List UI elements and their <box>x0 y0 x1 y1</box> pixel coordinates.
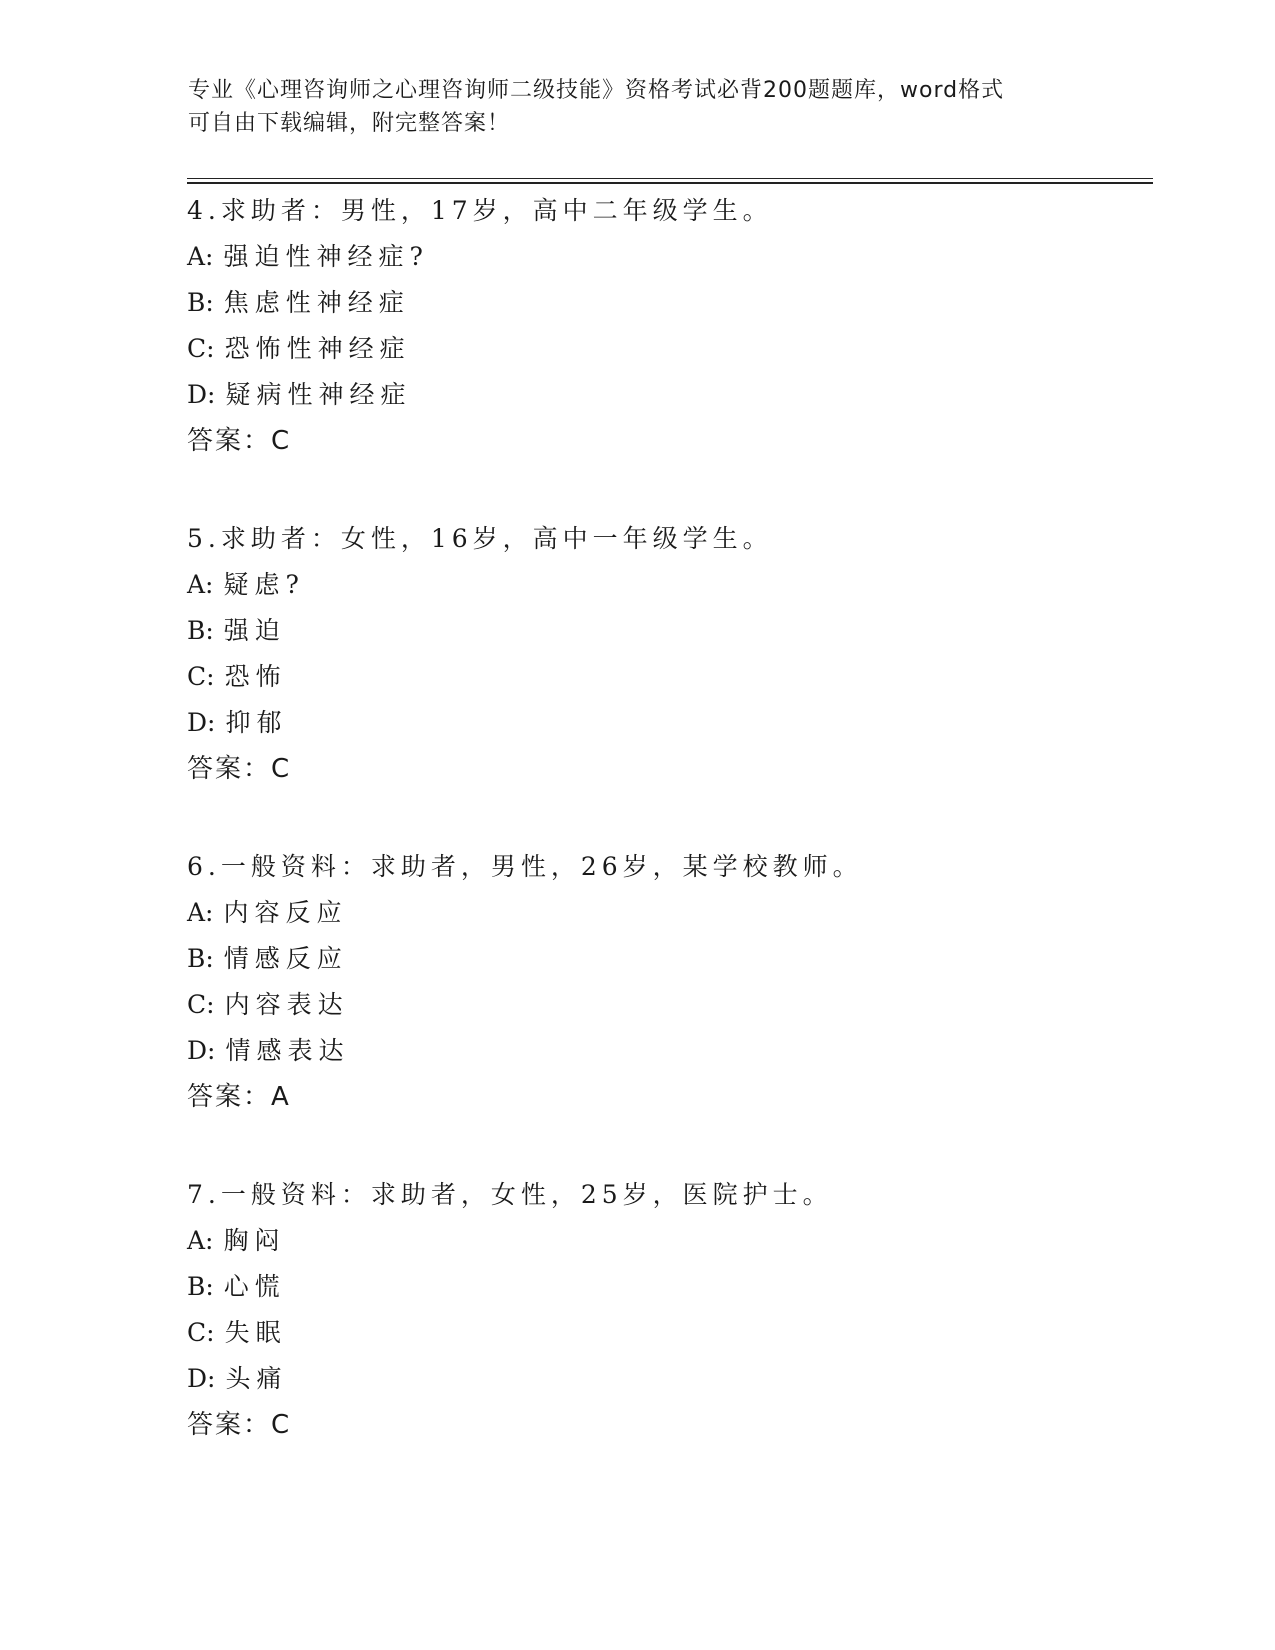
option-text: 胸闷 <box>223 1226 286 1255</box>
option-c <box>187 982 1147 1028</box>
header-line-2: 可自由下载编辑，附完整答案！ <box>188 111 511 136</box>
answer-line: 答案：C <box>187 754 292 784</box>
option-text: 心慌 <box>223 1272 286 1301</box>
option-letter: B: <box>187 616 214 645</box>
option-d <box>187 700 1147 746</box>
option-text: 头痛 <box>225 1364 288 1393</box>
option-text: 疑虑? <box>223 570 305 599</box>
option-text: 恐怖 <box>224 662 287 691</box>
question-list <box>187 188 1147 1500</box>
option-text: 恐怖性神经症 <box>224 334 411 363</box>
option-a <box>187 562 1147 608</box>
question-4 <box>187 188 1147 464</box>
option-d <box>187 372 1147 418</box>
question-title: 4.求助者：男性，17岁，高中二年级学生。 <box>187 196 773 225</box>
option-text: 内容反应 <box>223 898 348 927</box>
option-d <box>187 1028 1147 1074</box>
option-letter: B: <box>187 288 214 317</box>
question-6 <box>187 844 1147 1120</box>
option-text: 强迫性神经症? <box>223 242 429 271</box>
header-line-1: 专业《心理咨询师之心理咨询师二级技能》资格考试必背200题题库，word格式 <box>188 78 1005 103</box>
answer-line: 答案：A <box>187 1082 291 1112</box>
option-letter: D: <box>187 1036 216 1065</box>
header-divider-thin <box>187 178 1153 179</box>
option-b <box>187 280 1147 326</box>
option-d <box>187 1356 1147 1402</box>
question-5 <box>187 516 1147 792</box>
option-text: 抑郁 <box>225 708 288 737</box>
option-text: 情感反应 <box>223 944 348 973</box>
option-text: 情感表达 <box>225 1036 350 1065</box>
option-letter: B: <box>187 1272 214 1301</box>
option-b <box>187 608 1147 654</box>
option-letter: B: <box>187 944 214 973</box>
option-letter: A: <box>187 898 214 927</box>
option-a <box>187 1218 1147 1264</box>
option-letter: A: <box>187 1226 214 1255</box>
header-divider-thick <box>187 182 1153 184</box>
option-b <box>187 936 1147 982</box>
option-a <box>187 234 1147 280</box>
option-c <box>187 326 1147 372</box>
option-letter: D: <box>187 380 216 409</box>
option-letter: A: <box>187 570 214 599</box>
question-7 <box>187 1172 1147 1448</box>
option-a <box>187 890 1147 936</box>
option-text: 内容表达 <box>224 990 349 1019</box>
option-letter: C: <box>187 662 215 691</box>
answer-line: 答案：C <box>187 426 292 456</box>
question-title: 6.一般资料：求助者，男性，26岁，某学校教师。 <box>187 852 863 881</box>
option-letter: D: <box>187 708 216 737</box>
option-c <box>187 654 1147 700</box>
option-text: 焦虑性神经症 <box>223 288 410 317</box>
option-b <box>187 1264 1147 1310</box>
option-c <box>187 1310 1147 1356</box>
option-text: 疑病性神经症 <box>225 380 412 409</box>
question-title: 7.一般资料：求助者，女性，25岁，医院护士。 <box>187 1180 833 1209</box>
document-header <box>188 74 1088 140</box>
option-letter: C: <box>187 334 215 363</box>
option-letter: D: <box>187 1364 216 1393</box>
answer-line: 答案：C <box>187 1410 292 1440</box>
option-text: 失眠 <box>224 1318 287 1347</box>
option-letter: A: <box>187 242 214 271</box>
option-letter: C: <box>187 1318 215 1347</box>
option-letter: C: <box>187 990 215 1019</box>
option-text: 强迫 <box>223 616 286 645</box>
question-title: 5.求助者：女性，16岁，高中一年级学生。 <box>187 524 773 553</box>
